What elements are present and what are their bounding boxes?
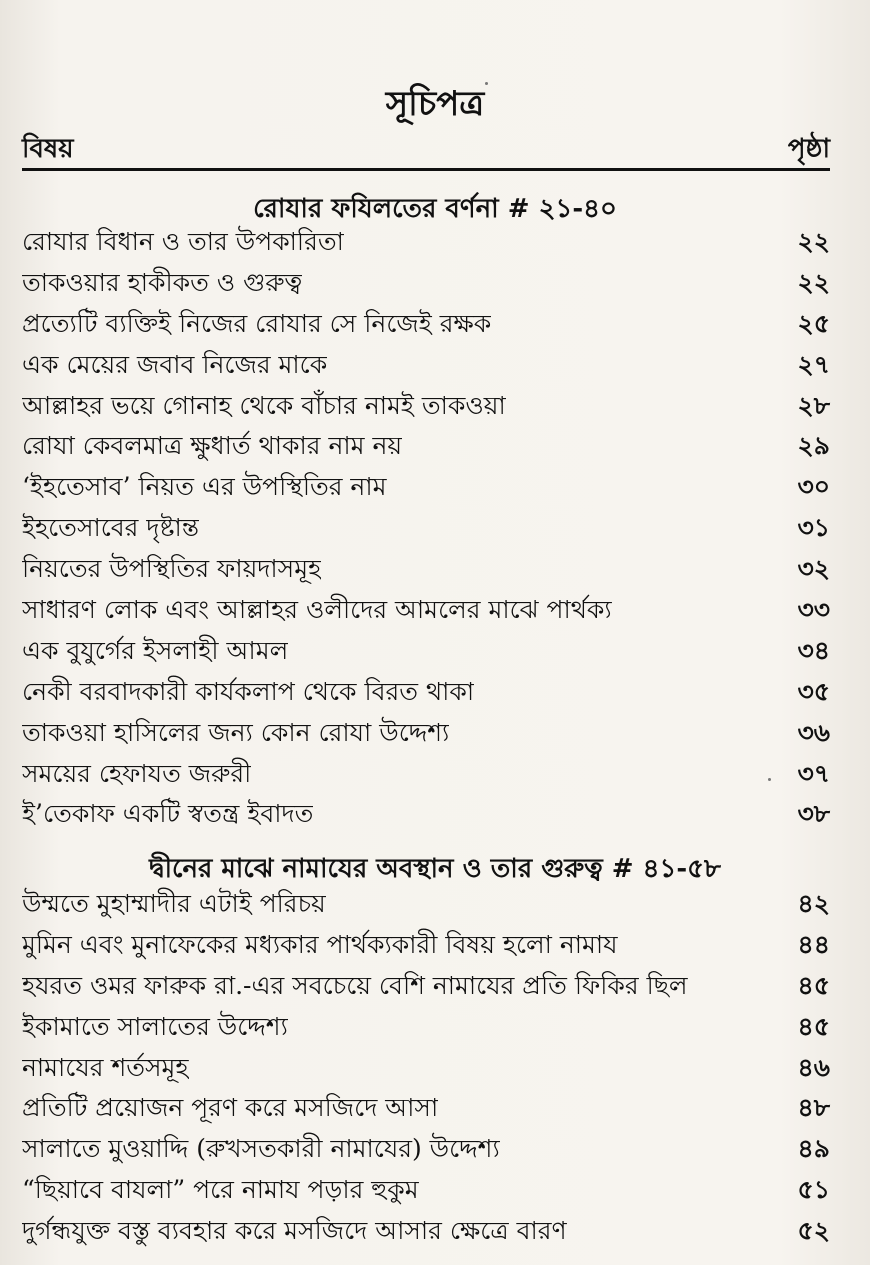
toc-entry [22, 794, 830, 835]
toc-entry [22, 1048, 830, 1089]
entry-title: হযরত ওমর ফারুক রা.-এর সবচেয়ে বেশি নামাযের প্রতি ফিকির ছিল [22, 970, 688, 1000]
toc-entry [22, 1129, 830, 1170]
entry-page: ৪৫ [797, 970, 830, 1000]
entry-page: ৪৬ [797, 1052, 830, 1082]
entry-title: ই’তেকাফ একটি স্বতন্ত্র ইবাদত [22, 799, 314, 829]
toc-entry [22, 386, 830, 427]
entry-title: প্রত্যেটি ব্যক্তিই নিজের রোযার সে নিজেই রক্ষক [22, 308, 492, 338]
entry-title: সাধারণ লোক এবং আল্লাহর ওলীদের আমলের মাঝে পার্থক্য [22, 595, 612, 625]
entry-page: ৫১ [797, 1175, 830, 1205]
entry-page: ২৫ [797, 308, 830, 338]
toc-entry [22, 1211, 830, 1252]
toc-entry [22, 222, 830, 263]
toc-entry [22, 713, 830, 754]
entry-page: ২৯ [797, 431, 830, 461]
entry-title: সময়ের হেফাযত জরুরী [22, 758, 252, 788]
toc-entry [22, 884, 830, 925]
toc-entry [22, 426, 830, 467]
entry-page: ৩৮ [797, 799, 830, 829]
entry-title: আল্লাহর ভয়ে গোনাহ থেকে বাঁচার নামই তাকওয়া [22, 390, 506, 420]
entry-page: ৫২ [797, 1216, 830, 1246]
toc-entry [22, 1007, 830, 1048]
entry-title: রোযার বিধান ও তার উপকারিতা [22, 227, 344, 256]
entry-page: ৩৫ [797, 676, 830, 706]
entry-title: সালাতে মুওয়াদ্দি (রুখসতকারী নামাযের) উদ্দেশ্য [22, 1134, 500, 1164]
entry-title: নামাযের শর্তসমূহ [22, 1052, 189, 1082]
entry-page: ৪৪ [797, 929, 830, 959]
page-header: পৃষ্ঠা [787, 134, 830, 164]
page-title: সূচিপত্র [385, 84, 485, 124]
entry-title: তাকওয়া হাসিলের জন্য কোন রোযা উদ্দেশ্য [22, 717, 450, 747]
entry-title: দুর্গন্ধযুক্ত বস্তু ব্যবহার করে মসজিদে আসার ক্ষেত্রে বারণ [22, 1216, 567, 1246]
entry-page: ২২ [797, 267, 830, 297]
entry-title: রোযা কেবলমাত্র ক্ষুধার্ত থাকার নাম নয় [22, 431, 403, 461]
entry-title: মুমিন এবং মুনাফেকের মধ্যকার পার্থক্যকারী বিষয় হলো নামায [22, 929, 618, 959]
entry-title: তাকওয়ার হাকীকত ও গুরুত্ব [22, 267, 303, 297]
entry-page: ৩০ [797, 472, 830, 502]
entry-page: ৩১ [797, 513, 830, 543]
entry-page: ৩৪ [797, 635, 830, 665]
entry-page: ৩৬ [797, 717, 830, 747]
entry-page: ৪৯ [797, 1134, 830, 1164]
entry-title: “ছিয়াবে বাযলা” পরে নামায পড়ার হুকুম [22, 1175, 419, 1205]
entry-page: ৩৩ [797, 595, 830, 625]
entry-title: ‘ইহতেসাব’ নিয়ত এর উপস্থিতির নাম [22, 472, 387, 502]
section-entries [22, 884, 830, 1252]
section-entries [22, 222, 830, 835]
entry-title: ইকামাতে সালাতের উদ্দেশ্য [22, 1011, 288, 1041]
toc-entry [22, 966, 830, 1007]
toc-entry [22, 263, 830, 304]
toc-entry [22, 925, 830, 966]
section-heading: দ্বীনের মাঝে নামাযের অবস্থান ও তার গুরুত্ব # ৪১-৫৮ [149, 854, 721, 884]
toc-entry [22, 590, 830, 631]
subject-header: বিষয় [22, 134, 74, 164]
toc-entry [22, 345, 830, 386]
entry-title: ইহতেসাবের দৃষ্টান্ত [22, 513, 199, 543]
entry-page: ৪৮ [797, 1093, 830, 1123]
entry-page: ৩২ [797, 554, 830, 584]
entry-page: ২৮ [797, 390, 830, 420]
toc-entry [22, 304, 830, 345]
column-header [22, 128, 830, 171]
entry-page: ২৭ [797, 349, 830, 379]
entry-title: উম্মতে মুহাম্মাদীর এটাই পরিচয় [22, 889, 326, 918]
entry-page: ৪৫ [797, 1011, 830, 1041]
toc-entry [22, 467, 830, 508]
toc-entry [22, 631, 830, 672]
entry-page: ৪২ [797, 889, 830, 918]
toc-entry [22, 508, 830, 549]
entry-title: নেকী বরবাদকারী কার্যকলাপ থেকে বিরত থাকা [22, 676, 475, 706]
entry-title: এক মেয়ের জবাব নিজের মাকে [22, 349, 328, 379]
entry-title: এক বুযুর্গের ইসলাহী আমল [22, 635, 289, 665]
entry-title: নিয়তের উপস্থিতির ফায়দাসমূহ [22, 554, 322, 584]
toc-entry [22, 672, 830, 713]
entry-title: প্রতিটি প্রয়োজন পূরণ করে মসজিদে আসা [22, 1093, 439, 1123]
toc-entry [22, 1170, 830, 1211]
section-heading: রোযার ফযিলতের বর্ণনা # ২১-৪০ [253, 194, 617, 224]
toc-entry [22, 549, 830, 590]
toc-entry [22, 1088, 830, 1129]
entry-page: ২২ [797, 227, 830, 256]
toc-entry [22, 754, 830, 795]
entry-page: ৩৭ [797, 758, 830, 788]
